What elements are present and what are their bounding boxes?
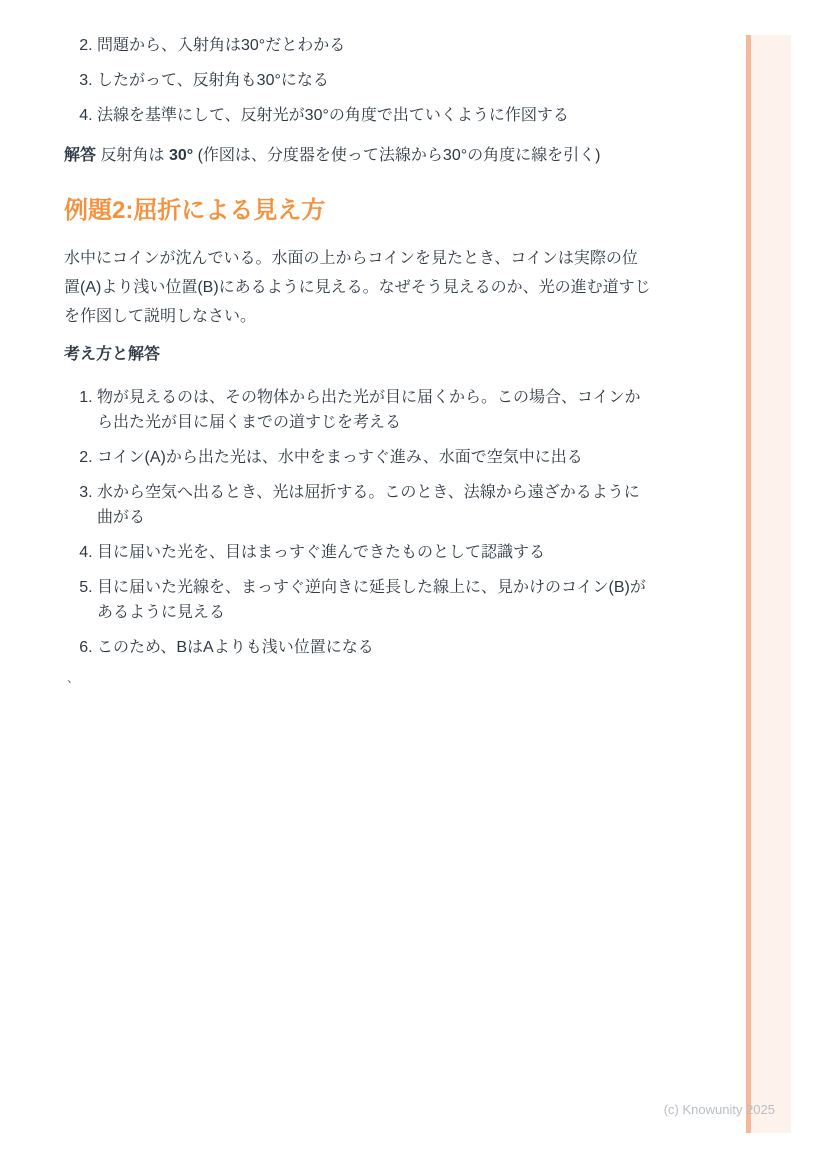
reflection-steps-list [64, 33, 652, 128]
stray-comma-mark: 、 [67, 671, 80, 685]
list-item: 1. 物が見えるのは、その物体から出た光が目に届くから。この場合、コインから出た光が目に届くまでの道すじを考える [97, 385, 652, 435]
footer-credit: (c) Knowunity 2025 [663, 1102, 775, 1117]
answer-note: (作図は、分度器を使って法線から30°の角度に線を引く) [197, 147, 601, 164]
list-item: 5. 目に届いた光線を、まっすぐ逆向きに延長した線上に、見かけのコイン(B)があるように見える [97, 575, 652, 625]
document-content [64, 33, 652, 686]
page-edge-stripe-fill [751, 35, 791, 1133]
answer-value: 30° [168, 147, 194, 164]
answer-lead: 反射角は [100, 147, 165, 164]
page-edge-stripe-line [746, 35, 751, 1133]
refraction-steps-list [64, 385, 652, 660]
approach-subheading: 考え方と解答 [64, 346, 161, 363]
example2-heading: 例題2:屈折による見え方 [64, 197, 326, 224]
problem-statement: 水中にコインが沈んでいる。水面の上からコインを見たとき、コインは実際の位置(A)より浅い位置(B)にあるように見える。なぜそう見えるのか、光の進む道すじを作図して説明しなさい。 [64, 250, 651, 325]
list-item: 2. コイン(A)から出た光は、水中をまっすぐ進み、水面で空気中に出る [97, 445, 652, 470]
list-item: 4. 法線を基準にして、反射光が30°の角度で出ていくように作図する [97, 103, 652, 128]
list-item: 3. したがって、反射角も30°になる [97, 68, 652, 93]
list-item: 2. 問題から、入射角は30°だとわかる [97, 33, 652, 58]
list-item: 3. 水から空気へ出るとき、光は屈折する。このとき、法線から遠ざかるように曲がる [97, 480, 652, 530]
list-item: 4. 目に届いた光を、目はまっすぐ進んできたものとして認識する [97, 540, 652, 565]
list-item: 6. このため、BはAよりも浅い位置になる [97, 635, 652, 660]
answer-label: 解答 [64, 147, 97, 164]
answer-line [64, 143, 652, 168]
